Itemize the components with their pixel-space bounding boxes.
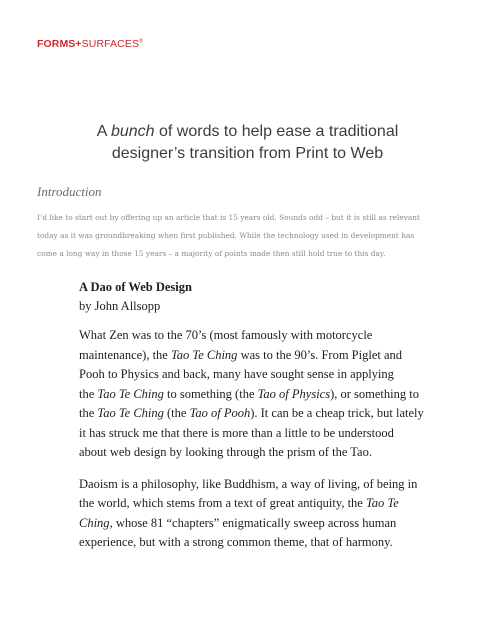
title-text: of words to help ease a traditional — [154, 123, 399, 140]
paragraph-text: , whose 81 “chapters” enigmatically sweep across human — [109, 515, 397, 530]
paragraph-text: (the — [163, 406, 190, 420]
title-emphasis: bunch — [110, 123, 155, 140]
logo-plus: + — [75, 38, 82, 50]
brand-logo — [37, 38, 143, 50]
logo-registered-mark: ® — [139, 38, 143, 45]
paragraph-line — [79, 514, 459, 534]
paragraph-line — [79, 385, 459, 405]
italic-title-text: Tao Te Ching — [170, 347, 238, 362]
italic-title-text: Ching — [79, 515, 110, 530]
italic-title-text: Tao Te — [365, 496, 399, 510]
paragraph-text: the — [79, 406, 98, 420]
article-paragraph-1 — [79, 326, 459, 463]
italic-title-text: Tao Te Ching — [97, 406, 164, 420]
paragraph-text: about web design by looking through the prism of the Tao. — [79, 445, 372, 459]
paragraph-text: it has struck me that there is more than a little to be understood — [79, 425, 394, 440]
paragraph-text: experience, but with a strong common theme, that of harmony. — [79, 535, 393, 549]
paragraph-text: to something (the — [163, 386, 258, 401]
paragraph-text: maintenance), the — [79, 347, 171, 362]
title-text: A — [96, 123, 111, 140]
paragraph-text: the — [79, 386, 98, 401]
paragraph-line — [79, 346, 459, 366]
article-paragraph-2 — [79, 475, 459, 553]
italic-title-text: Tao Te Ching — [97, 386, 164, 401]
paragraph-line — [79, 475, 459, 495]
document-title — [40, 121, 455, 165]
logo-surfaces: SURFACES — [81, 38, 140, 50]
article-byline: by John Allsopp — [79, 299, 161, 313]
logo-forms: FORMS — [37, 38, 76, 50]
article-title: A Dao of Web Design — [79, 280, 192, 294]
paragraph-text: Daoism is a philosophy, like Buddhism, a way of living, of being in — [79, 476, 418, 491]
intro-line: come a long way in those 15 years – a majority of points made then still hold true to this day. — [37, 249, 386, 258]
title-line-2: designer’s transition from Print to Web — [111, 145, 384, 162]
italic-title-text: Tao of Pooh — [189, 406, 251, 420]
paragraph-text: ), or something to — [330, 386, 419, 401]
paragraph-line — [79, 404, 459, 424]
title-line-1 — [40, 121, 455, 143]
paragraph-line — [79, 443, 459, 463]
italic-title-text: Tao of Physics — [257, 386, 331, 401]
intro-paragraph — [37, 209, 467, 263]
paragraph-line — [79, 494, 459, 514]
paragraph-text: What Zen was to the 70’s (most famously with motorcycle — [79, 328, 373, 342]
paragraph-text: was to the 90’s. From Piglet and — [237, 347, 403, 362]
intro-heading: Introduction — [37, 184, 102, 199]
intro-line: today as it was groundbreaking when first published. While the technology used in development has — [37, 231, 415, 240]
intro-line: I’d like to start out by offering up an article that is 15 years old. Sounds odd – but it is still as relevant — [37, 213, 421, 222]
paragraph-line — [79, 424, 459, 444]
paragraph-text: Pooh to Physics and back, many have sought sense in applying — [79, 367, 394, 381]
article-excerpt — [79, 279, 459, 553]
paragraph-text: ). It can be a cheap trick, but lately — [250, 406, 424, 420]
paragraph-text: the world, which stems from a text of great antiquity, the — [79, 496, 366, 510]
paragraph-line — [79, 533, 459, 553]
paragraph-line — [79, 365, 459, 385]
paragraph-line — [79, 326, 459, 346]
